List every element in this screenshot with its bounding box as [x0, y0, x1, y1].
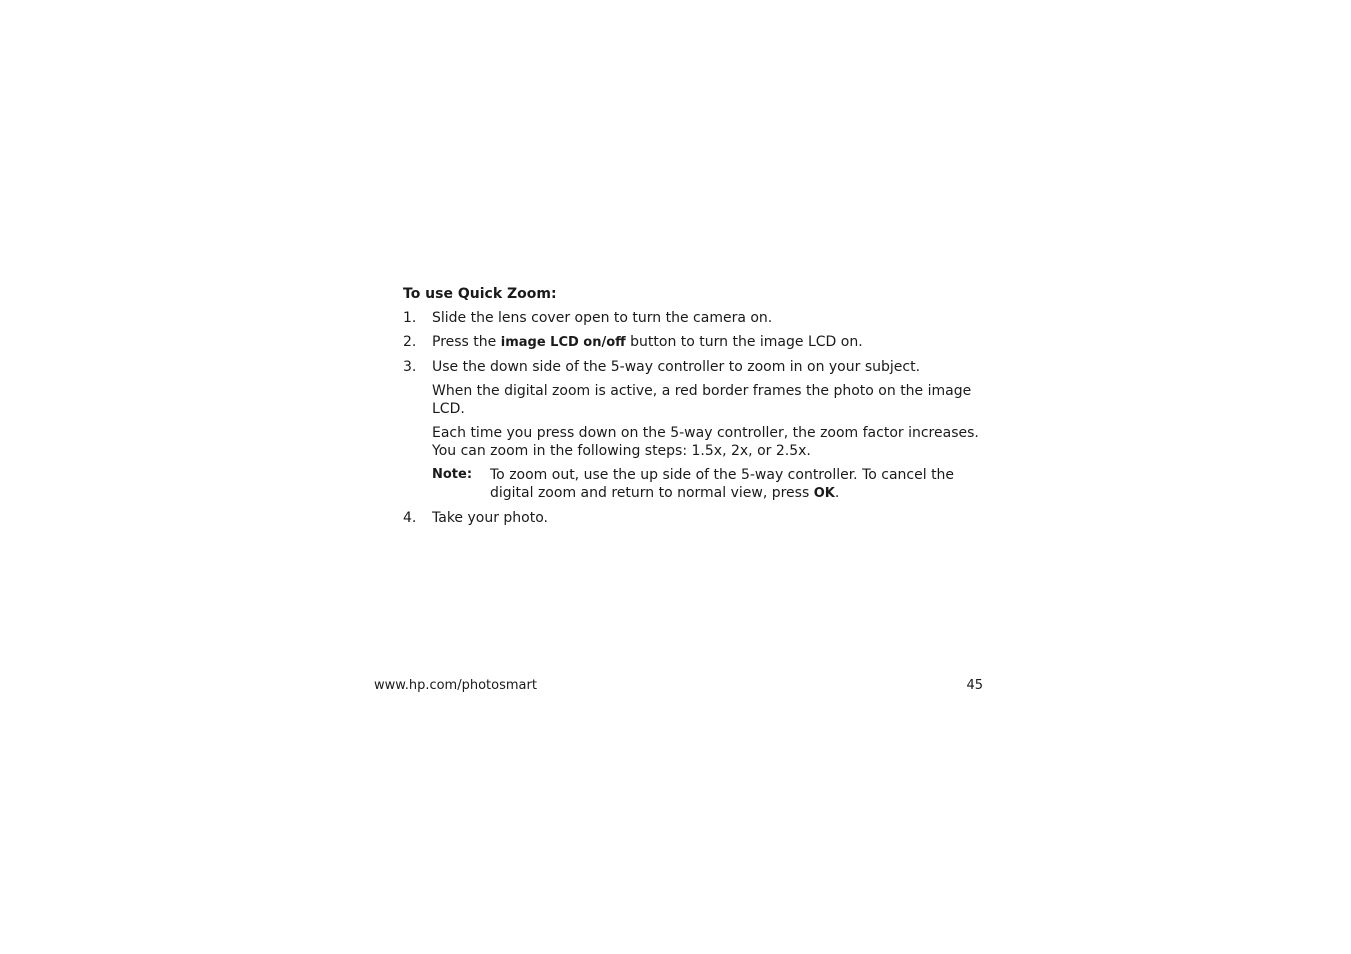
step-3-detail-1: When the digital zoom is active, a red border frames the photo on the image LCD.: [432, 383, 972, 417]
step-number: 4.: [403, 510, 417, 526]
step-text-after: button to turn the image LCD on.: [625, 334, 863, 350]
button-name-image-lcd: image LCD on/off: [500, 335, 626, 350]
step-3-detail-2: Each time you press down on the 5-way controller, the zoom factor increases. You can zoom in the following steps: 1.5x, 2x, or 2.5x.: [432, 425, 979, 459]
note-block: [403, 466, 983, 503]
step-text: Use the down side of the 5-way controller to zoom in on your subject.: [432, 359, 921, 375]
step-number: 3.: [403, 359, 417, 375]
note-label: Note:: [432, 467, 473, 482]
step-3: [403, 358, 983, 376]
note-ok-button-name: OK: [813, 486, 835, 501]
note-text: To zoom out, use the up side of the 5-way controller. To cancel the digital zoom and return to normal view, press: [490, 467, 955, 501]
step-4: [403, 509, 983, 527]
step-text: Take your photo.: [432, 510, 548, 526]
note-end: .: [834, 485, 840, 501]
section-heading: To use Quick Zoom:: [403, 286, 557, 302]
step-text-before: Press the: [432, 334, 501, 350]
step-text: Slide the lens cover open to turn the camera on.: [432, 310, 773, 326]
footer-url: www.hp.com/photosmart: [374, 678, 537, 693]
instructions-section: [403, 285, 983, 533]
step-1: [403, 309, 983, 327]
step-number: 2.: [403, 334, 417, 350]
step-number: 1.: [403, 310, 417, 326]
page-number: 45: [966, 678, 983, 693]
step-2: [403, 333, 983, 352]
